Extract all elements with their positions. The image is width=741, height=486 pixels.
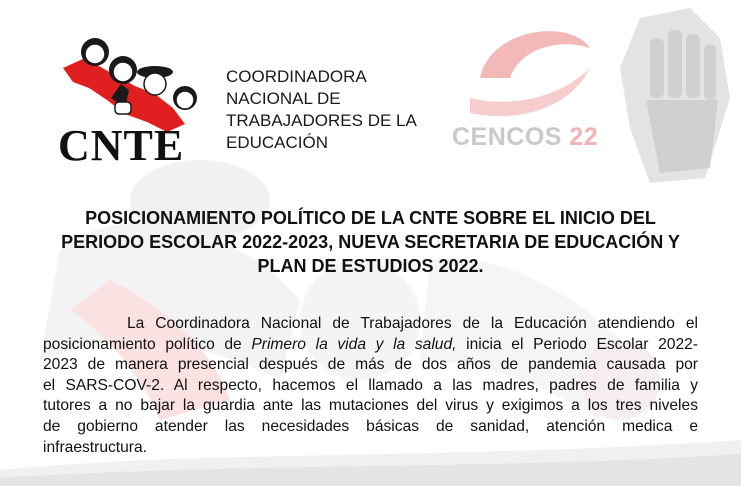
- body-line: de gobierno atender las necesidades básicas de sanidad, atención medica e: [43, 417, 698, 435]
- body-line: 2023 de manera presencial después de más de dos años de pandemia causada por: [43, 356, 698, 374]
- body-text-fragment: inicia el Periodo Escolar 2022-: [456, 335, 698, 353]
- cencos-logo-illustration: [450, 8, 740, 188]
- cencos-name: CENCOS: [452, 123, 562, 151]
- bottom-decoration: [0, 440, 741, 486]
- organization-name: [226, 66, 417, 154]
- title-line: PLAN DE ESTUDIOS 2022.: [257, 256, 484, 276]
- org-name-line: EDUCACIÓN: [226, 133, 329, 152]
- org-name-line: COORDINADORA: [226, 67, 367, 86]
- body-line: tutores a no bajar la guardia ante las mutaciones del virus y exigimos a los tres niveles: [43, 397, 698, 415]
- title-line: PERIODO ESCOLAR 2022-2023, NUEVA SECRETARIA DE EDUCACIÓN Y: [61, 232, 680, 252]
- cnte-acronym: CNTE: [58, 121, 185, 170]
- document-body: [43, 314, 698, 458]
- body-line: el SARS-COV-2. Al respecto, hacemos el llamado a las madres, padres de familia y: [43, 376, 698, 394]
- org-name-line: NACIONAL DE: [226, 89, 341, 108]
- slogan-emphasis: Primero la vida y la salud,: [251, 335, 457, 353]
- title-line: POSICIONAMIENTO POLÍTICO DE LA CNTE SOBRE EL INICIO DEL: [85, 208, 656, 228]
- cencos-number: 22: [569, 123, 599, 151]
- document-title: [40, 206, 701, 278]
- body-line: La Coordinadora Nacional de Trabajadores de la Educación atendiendo el: [127, 315, 698, 332]
- org-name-line: TRABAJADORES DE LA: [226, 111, 417, 130]
- body-line: infraestructura.: [43, 438, 148, 456]
- body-line: [43, 335, 698, 356]
- cencos-logo-text: [452, 123, 598, 152]
- body-text-fragment: posicionamiento político de: [43, 335, 252, 353]
